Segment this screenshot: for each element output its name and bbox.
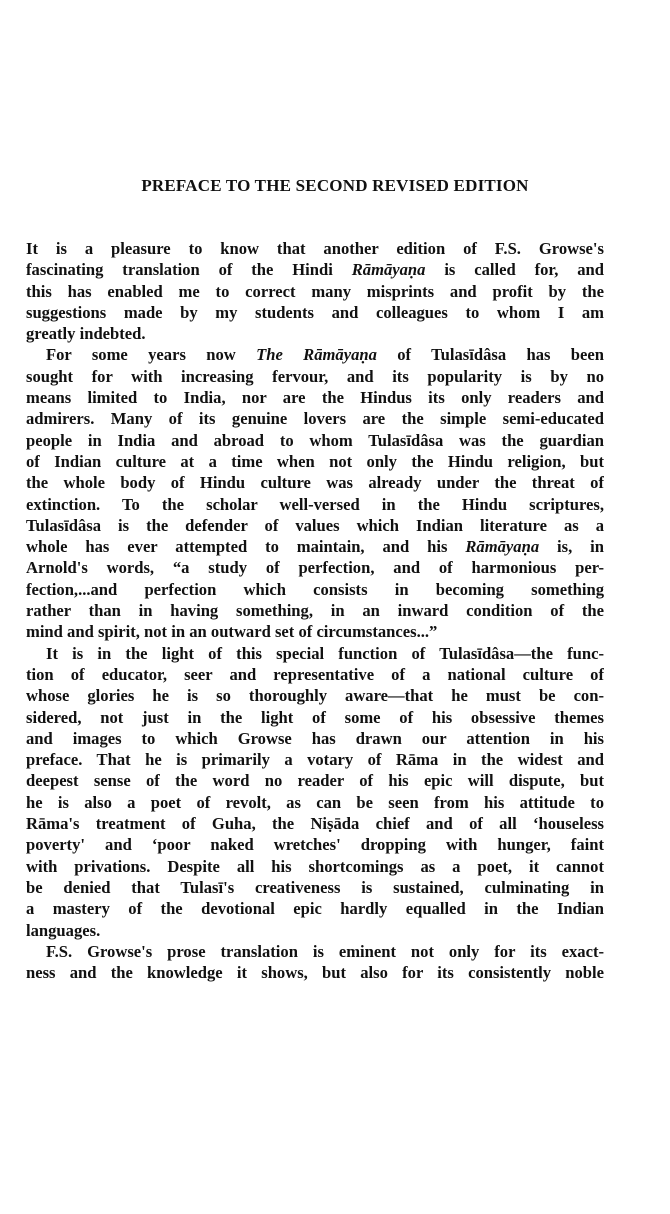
text-line: be denied that Tulasī's creativeness is sustained, culminating in xyxy=(26,877,604,897)
text-line: he is also a poet of revolt, as can be seen from his attitude to xyxy=(26,792,604,812)
text-line: poverty' and ‘poor naked wretches' dropping with hunger, faint xyxy=(26,835,604,855)
text-line: sought for with increasing fervour, and its popularity is by no xyxy=(26,366,604,386)
text-line: whole has ever attempted to maintain, and his Rāmāyaṇa is, in xyxy=(26,537,604,557)
text-line: F.S. Growse's prose translation is eminent not only for its exact- xyxy=(46,941,604,961)
text-line: It is a pleasure to know that another edition of F.S. Growse's xyxy=(26,239,604,258)
text-line: For some years now The Rāmāyaṇa of Tulasīdâsa has been xyxy=(46,345,604,365)
text-line: fection,...and perfection which consists in becoming something xyxy=(26,579,604,599)
text-line: with privations. Despite all his shortcomings as a poet, it cannot xyxy=(26,856,604,876)
text-line: preface. That he is primarily a votary of Rāma in the widest and xyxy=(26,750,604,770)
text-line: of Indian culture at a time when not only the Hindu religion, but xyxy=(26,451,604,471)
text-line: mind and spirit, not in an outward set of circumstances...” xyxy=(26,622,438,642)
text-line: languages. xyxy=(26,920,101,940)
text-line: ness and the knowledge it shows, but also for its consistently noble xyxy=(26,963,604,983)
text-line: rather than in having something, in an inward condition of the xyxy=(26,601,604,621)
text-line: and images to which Growse has drawn our attention in his xyxy=(26,728,604,748)
text-line: extinction. To the scholar well-versed in the Hindu scriptures, xyxy=(26,494,604,514)
text-line: tion of educator, seer and representative of a national culture of xyxy=(26,664,604,684)
text-line: admirers. Many of its genuine lovers are the simple semi-educated xyxy=(26,409,604,429)
text-line: people in India and abroad to whom Tulasīdâsa was the guardian xyxy=(26,430,604,450)
text-line: deepest sense of the word no reader of his epic will dispute, but xyxy=(26,771,604,791)
text-line: whose glories he is so thoroughly aware—that he must be con- xyxy=(26,686,604,706)
text-line: sidered, not just in the light of some of his obsessive themes xyxy=(26,707,604,727)
text-line: It is in the light of this special function of Tulasīdâsa—the func- xyxy=(46,643,604,663)
text-line: greatly indebted. xyxy=(26,324,146,344)
text-line: this has enabled me to correct many misprints and profit by the xyxy=(26,281,604,301)
preface-body xyxy=(26,238,604,983)
text-line: Arnold's words, “a study of perfection, and of harmonious per- xyxy=(26,558,604,578)
text-line: Rāma's treatment of Guha, the Niṣāda chief and of all ‘houseless xyxy=(26,814,604,834)
text-line: a mastery of the devotional epic hardly equalled in the Indian xyxy=(26,899,604,919)
text-line: suggestions made by my students and colleagues to whom I am xyxy=(26,302,604,322)
text-line: means limited to India, nor are the Hindus its only readers and xyxy=(26,388,604,408)
text-line: fascinating translation of the Hindi Rāmāyaṇa is called for, and xyxy=(26,260,604,280)
text-line: the whole body of Hindu culture was already under the threat of xyxy=(26,473,604,493)
preface-heading: PREFACE TO THE SECOND REVISED EDITION xyxy=(141,176,529,195)
text-line: Tulasīdâsa is the defender of values which Indian literature as a xyxy=(26,515,604,535)
